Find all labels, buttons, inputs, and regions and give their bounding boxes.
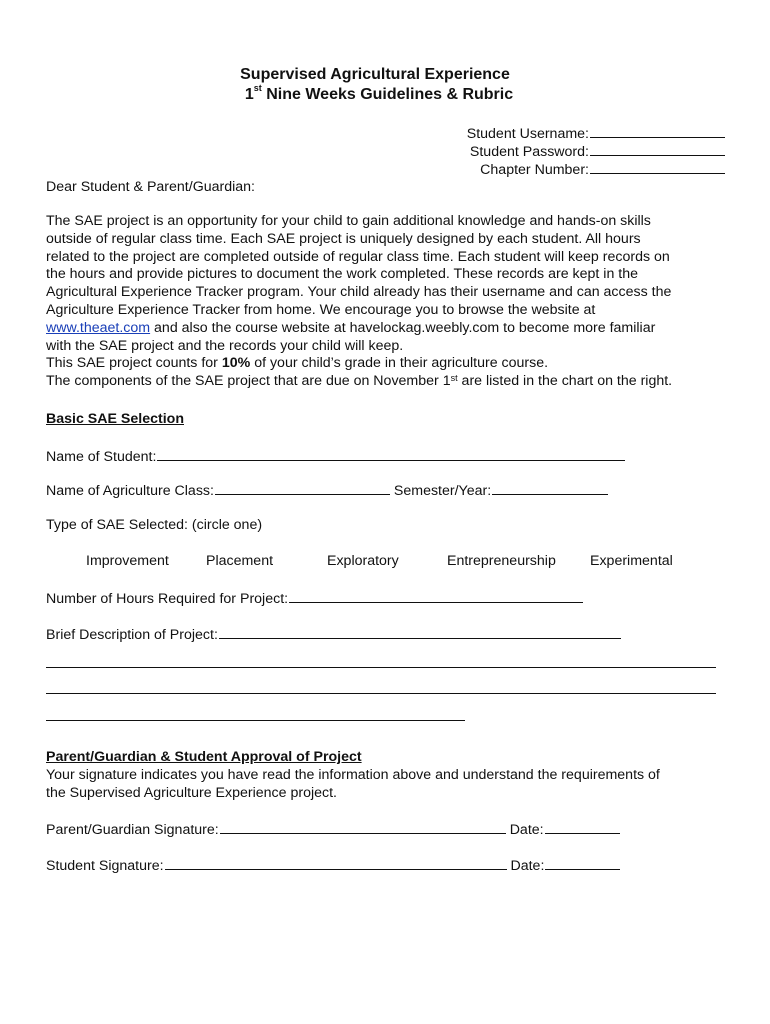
sae-type-entrepreneurship[interactable]: Entrepreneurship	[447, 553, 556, 569]
page-title	[0, 66, 750, 84]
username-label: Student Username:	[466, 126, 589, 142]
title-line-1: Supervised Agricultural Experience	[240, 66, 510, 83]
hours-row	[46, 590, 583, 607]
greeting: Dear Student & Parent/Guardian:	[46, 179, 255, 195]
description-label: Brief Description of Project:	[46, 627, 218, 643]
sae-type-placement[interactable]: Placement	[206, 553, 274, 569]
sae-type-improvement[interactable]: Improvement	[86, 553, 169, 569]
semester-label: Semester/Year:	[393, 483, 492, 499]
chapter-label: Chapter Number:	[480, 162, 589, 178]
class-label: Name of Agriculture Class:	[46, 483, 214, 499]
hours-label: Number of Hours Required for Project:	[46, 591, 289, 607]
description-field[interactable]	[219, 626, 621, 639]
student-date-field[interactable]	[545, 857, 620, 870]
aet-website-link[interactable]: www.theaet.com	[46, 319, 151, 336]
username-row	[467, 125, 725, 142]
password-field[interactable]	[590, 143, 725, 156]
student-name-label: Name of Student:	[46, 449, 157, 465]
semester-field[interactable]	[492, 482, 608, 495]
sae-type-exploratory[interactable]: Exploratory	[327, 553, 399, 569]
description-line-4[interactable]	[46, 720, 465, 721]
sae-type-experimental[interactable]: Experimental	[590, 553, 673, 569]
description-line-2[interactable]	[46, 667, 716, 668]
parent-date-field[interactable]	[545, 821, 620, 834]
parent-signature-row	[46, 821, 620, 838]
description-line-3[interactable]	[46, 693, 716, 694]
intro-paragraph: The SAE project is an opportunity for your child to gain additional knowledge and hands-on skills outside of regular class time. Each SAE project is uniquely designed by each student. All hours related to the project are completed outside of regular class time. Each student will keep records on the hours and provide pictures to document the work completed. These records are kept in the Agricultural Experience Tracker program. Your child already has their username and can access the Agriculture Experience Tracker from home. We encourage you to browse the website at www.theaet.com and also the course website at havelockag.weebly.com to become more familiar with the SAE project and the records your child will keep. This SAE project counts for 10% of your child’s grade in their agriculture course. The components of the SAE project that are due on November 1st are listed in the chart on the right.	[46, 213, 673, 390]
parent-signature-field[interactable]	[220, 821, 506, 834]
chapter-row	[480, 161, 725, 178]
sae-type-label: Type of SAE Selected: (circle one)	[46, 517, 263, 533]
approval-text-line-1: Your signature indicates you have read the information above and understand the requirements of	[46, 767, 660, 783]
page-subtitle: 1st Nine Weeks Guidelines & Rubric	[244, 83, 514, 103]
student-date-label: Date:	[510, 858, 545, 874]
student-signature-label: Student Signature:	[46, 858, 164, 874]
username-field[interactable]	[590, 125, 725, 138]
parent-date-label: Date:	[509, 822, 544, 838]
password-row	[470, 143, 725, 160]
hours-field[interactable]	[289, 590, 583, 603]
student-signature-field[interactable]	[165, 857, 507, 870]
grade-percent: 10%	[221, 355, 251, 372]
class-field[interactable]	[215, 482, 390, 495]
student-name-field[interactable]	[157, 448, 625, 461]
parent-signature-label: Parent/Guardian Signature:	[46, 822, 219, 838]
approval-text-line-2: the Supervised Agriculture Experience project.	[46, 785, 338, 801]
description-row	[46, 626, 621, 643]
student-name-row	[46, 448, 625, 465]
student-signature-row	[46, 857, 620, 874]
password-label: Student Password:	[469, 144, 589, 160]
chapter-field[interactable]	[590, 161, 725, 174]
approval-heading: Parent/Guardian & Student Approval of Project	[46, 749, 362, 765]
class-row	[46, 482, 608, 499]
basic-sae-heading: Basic SAE Selection	[46, 411, 184, 427]
